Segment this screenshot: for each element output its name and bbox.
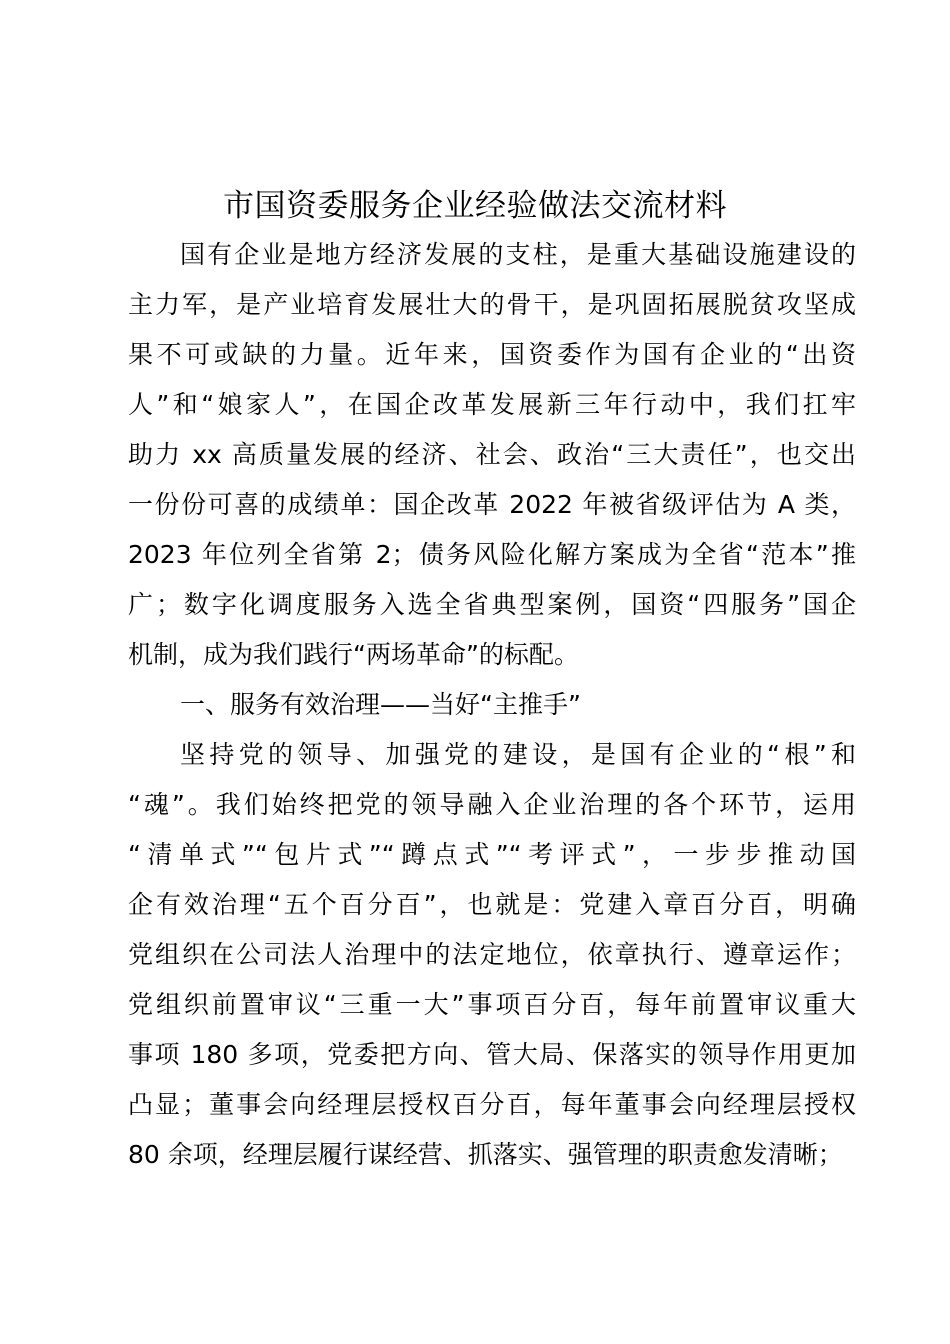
paragraph-line: 助力 xx 高质量发展的经济、社会、政治“三大责任”，也交出	[128, 440, 856, 469]
paragraph-line: 事项 180 多项，党委把方向、管大局、保落实的领导作用更加	[128, 1040, 856, 1069]
paragraph-line: 人”和“娘家人”，在国企改革发展新三年行动中，我们扛牢	[128, 390, 856, 419]
paragraph-line: 广；数字化调度服务入选全省典型案例，国资“四服务”国企	[128, 590, 856, 619]
paragraph-line: 坚持党的领导、加强党的建设，是国有企业的“根”和	[180, 740, 856, 769]
document-title: 市国资委服务企业经验做法交流材料	[223, 188, 727, 224]
section-heading: 一、服务有效治理——当好“主推手”	[180, 690, 581, 719]
paragraph-line: “魂”。我们始终把党的领导融入企业治理的各个环节，运用	[128, 790, 856, 819]
paragraph-line: 企有效治理“五个百分百”，也就是：党建入章百分百，明确	[128, 890, 856, 919]
paragraph-line: 80 余项，经理层履行谋经营、抓落实、强管理的职责愈发清晰；	[128, 1140, 843, 1169]
paragraph-line: 主力军，是产业培育发展壮大的骨干，是巩固拓展脱贫攻坚成	[128, 290, 856, 319]
paragraph-line: 一份份可喜的成绩单：国企改革 2022 年被省级评估为 A 类，	[128, 490, 856, 519]
paragraph-line: 党组织在公司法人治理中的法定地位，依章执行、遵章运作；	[128, 940, 856, 969]
paragraph-line: 党组织前置审议“三重一大”事项百分百，每年前置审议重大	[128, 990, 856, 1019]
paragraph-line: 国有企业是地方经济发展的支柱，是重大基础设施建设的	[180, 240, 856, 269]
paragraph-line: “清单式”“包片式”“蹲点式”“考评式”，一步步推动国	[128, 840, 856, 869]
paragraph-line: 机制，成为我们践行“两场革命”的标配。	[128, 640, 579, 669]
paragraph-line: 果不可或缺的力量。近年来，国资委作为国有企业的“出资	[128, 340, 856, 369]
paragraph-line: 2023 年位列全省第 2；债务风险化解方案成为全省“范本”推	[128, 540, 856, 569]
paragraph-line: 凸显；董事会向经理层授权百分百，每年董事会向经理层授权	[128, 1090, 856, 1119]
